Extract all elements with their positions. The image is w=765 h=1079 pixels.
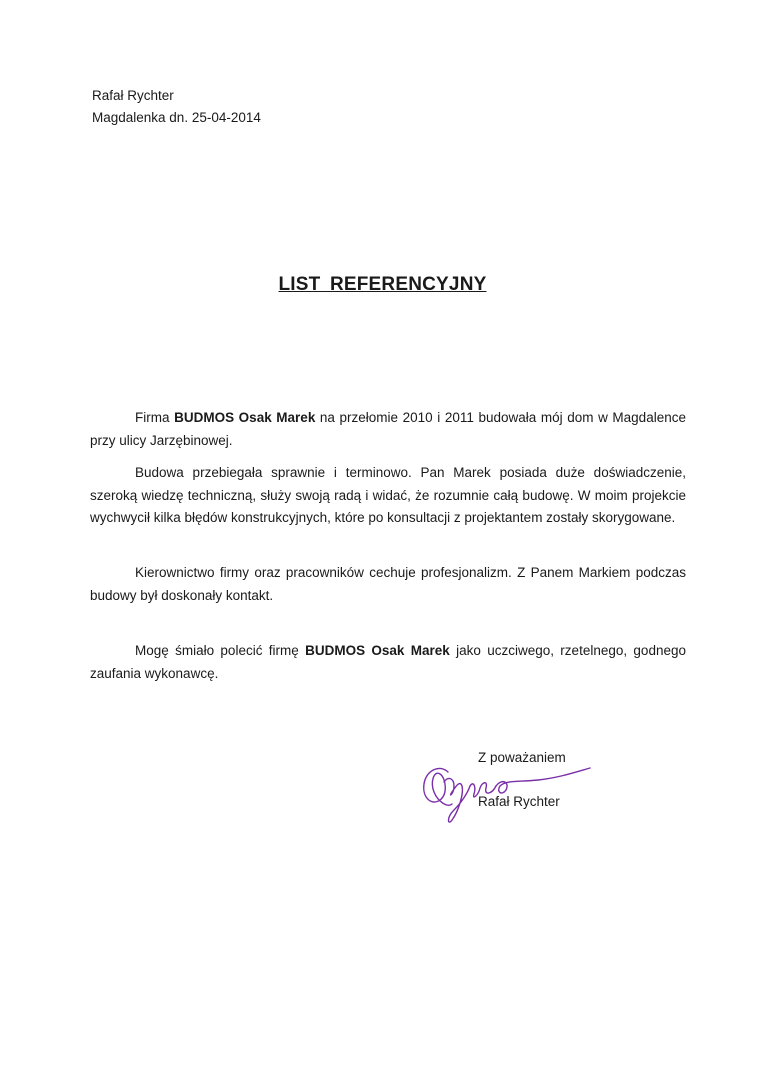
p1-text-a: Firma [135,410,175,425]
closing-name: Rafał Rychter [478,794,560,809]
p3-text: Kierownictwo firmy oraz pracowników cechuje profesjonalizm. Z Panem Markiem podczas budowy był doskonały kontakt. [90,565,686,603]
paragraph-2 [90,462,686,530]
paragraph-4 [90,640,686,685]
p2-text: Budowa przebiegała sprawnie i terminowo. Pan Marek posiada duże doświadczenie, szeroką wiedzę techniczną, służy swoją radą i widać, że rozumnie całą budowę. W moim projekcie wychwycił kilka błędów konstrukcyjnych, które po konsultacji z projektantem zostały skorygowane. [90,465,686,525]
paragraph-3 [90,562,686,607]
document-title: LIST REFERENCYJNY [278,274,487,295]
company-name: BUDMOS Osak Marek [174,410,316,425]
company-name-2: BUDMOS Osak Marek [305,643,450,658]
p1-text-c: na przełomie 2010 i 2011 budowała mój dom w Magdalence przy ulicy Jarzębinowej. [90,410,686,448]
p4-text-c: jako uczciwego, rzetelnego, godnego zaufania wykonawcę. [90,643,686,681]
handwritten-signature [418,752,598,827]
author-name: Rafał Rychter [92,88,174,103]
closing-salutation: Z poważaniem [478,750,566,765]
p4-text-a: Mogę śmiało polecić firmę [135,643,306,658]
place-date: Magdalenka dn. 25-04-2014 [92,110,261,125]
paragraph-1 [90,407,686,452]
